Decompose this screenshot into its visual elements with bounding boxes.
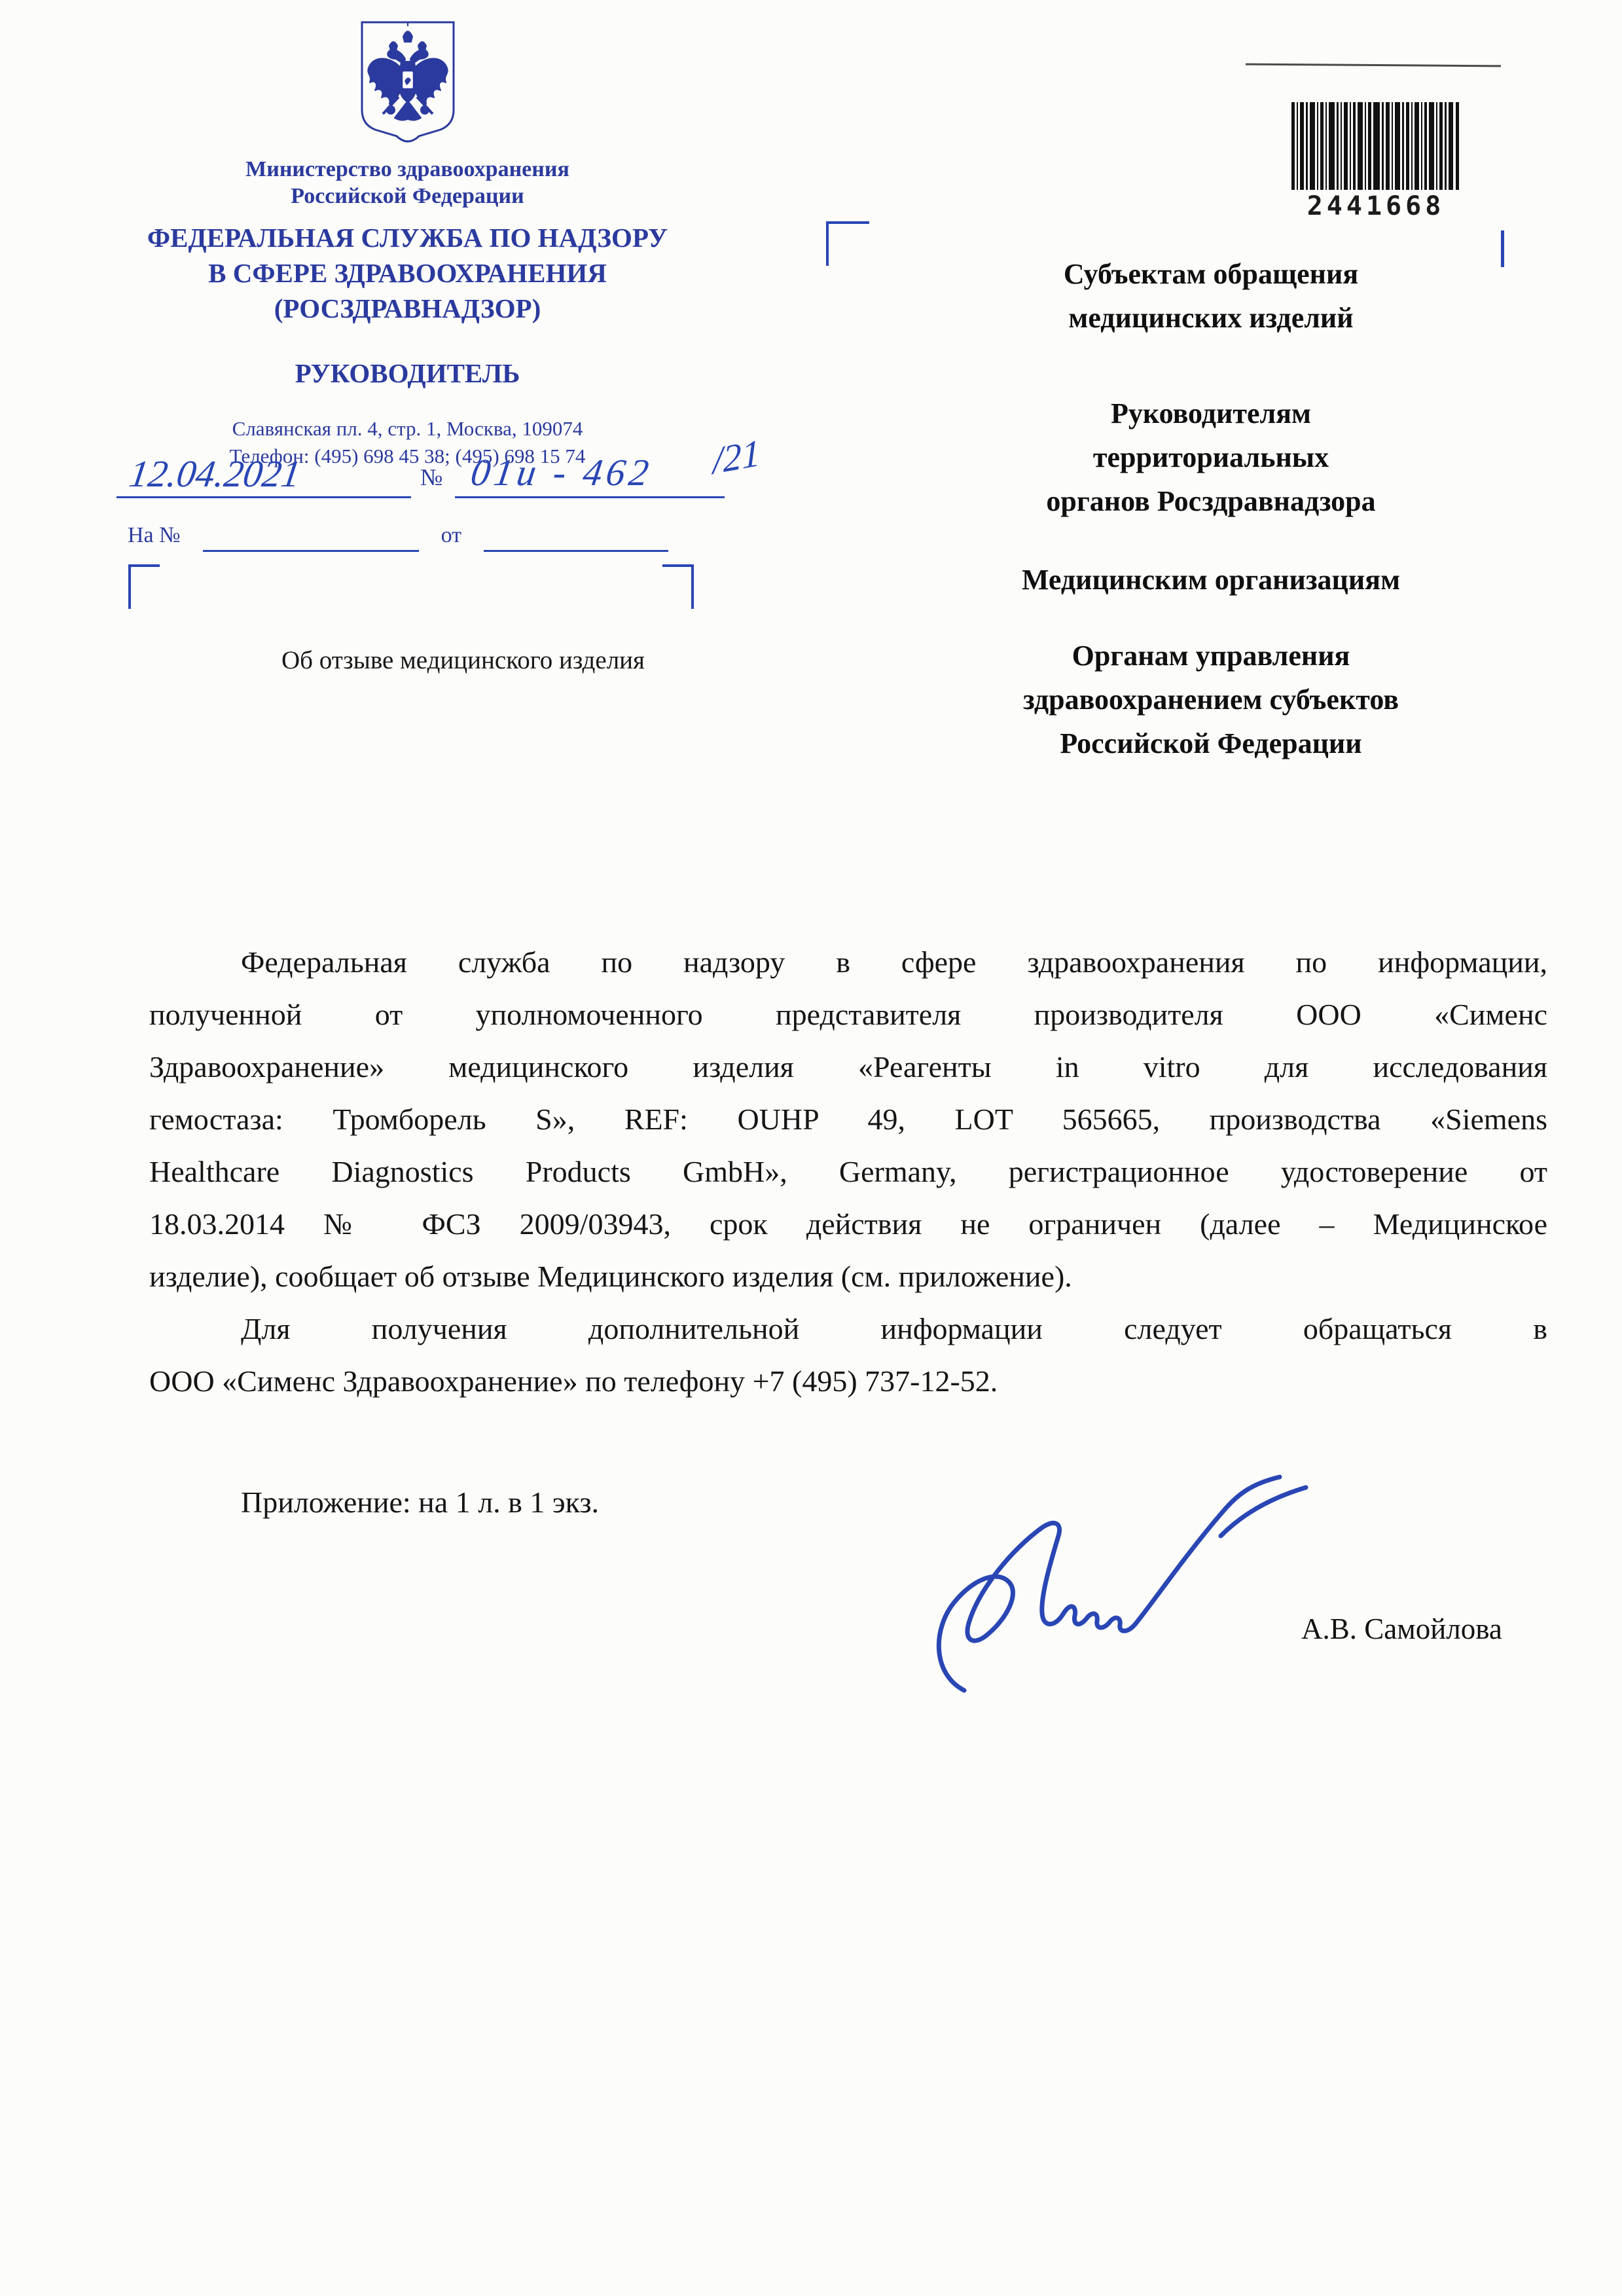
corner-bracket — [128, 564, 160, 609]
recipient-line: Органам управления — [1072, 640, 1350, 672]
service-line3: (РОСЗДРАВНАДЗОР) — [274, 293, 541, 323]
number-sign: № — [420, 464, 443, 490]
corner-bracket — [662, 564, 694, 609]
subject-line: Об отзыве медицинского изделия — [281, 646, 645, 674]
body-line: Федеральная служба по надзору в сфере здравоохранения по информации, — [241, 945, 1547, 979]
coat-of-arms-icon — [355, 18, 461, 148]
recipient-line: Российской Федерации — [1060, 727, 1362, 759]
recipient-4 — [884, 634, 1538, 765]
recipient-3 — [884, 558, 1538, 602]
recipient-1 — [884, 252, 1538, 340]
attachment-note: Приложение: на 1 л. в 1 экз. — [241, 1485, 600, 1519]
service-line1: ФЕДЕРАЛЬНАЯ СЛУЖБА ПО НАДЗОРУ — [147, 223, 668, 253]
body-line: Для получения дополнительной информации следует обращаться в — [241, 1312, 1547, 1345]
handwritten-number-suffix: /21 — [712, 431, 761, 483]
address-line: Славянская пл. 4, стр. 1, Москва, 109074 — [232, 417, 583, 440]
phone-line: Телефон: (495) 698 45 38; (495) 698 15 74 — [229, 445, 586, 467]
position-title: РУКОВОДИТЕЛЬ — [295, 358, 520, 388]
body-line: 18.03.2014 № ФСЗ 2009/03943, срок действия не ограничен (далее – Медицинское — [149, 1207, 1547, 1241]
signature-autograph — [913, 1473, 1332, 1709]
body-line: изделие), сообщает об отзыве Медицинского изделия (см. приложение). — [149, 1260, 1072, 1293]
recipient-line: Субъектам обращения — [1063, 258, 1359, 290]
reply-reference-row — [128, 522, 668, 548]
ministry-line2: Российской Федерации — [291, 184, 524, 208]
blank-line — [484, 526, 668, 552]
reply-label-na: На № — [128, 523, 181, 547]
recipient-line: Руководителям — [1111, 397, 1311, 429]
body-line: Healthcare Diagnostics Products GmbH», Germany, регистрационное удостоверение от — [149, 1155, 1547, 1188]
recipient-line: территориальных — [1092, 441, 1329, 473]
reply-label-ot: от — [441, 523, 462, 547]
body-line: ООО «Сименс Здравоохранение» по телефону +7 (495) 737-12-52. — [149, 1364, 998, 1398]
service-line2: В СФЕРЕ ЗДРАВООХРАНЕНИЯ — [208, 258, 607, 288]
body-line: гемостаза: Тромборель S», REF: OUHP 49, LOT 565665, производства «Siemens — [149, 1102, 1547, 1136]
blank-line — [203, 526, 419, 552]
body-line: полученной от уполномоченного представителя производителя ООО «Сименс — [149, 998, 1547, 1031]
recipient-line: медицинских изделий — [1068, 302, 1354, 334]
recipient-line: органов Росздравнадзора — [1046, 485, 1376, 517]
signer-name: А.В. Самойлова — [1301, 1613, 1502, 1645]
handwritten-number: 01и - 462 — [468, 451, 655, 494]
ministry-line1: Министерство здравоохранения — [245, 157, 569, 181]
reference-row — [98, 431, 792, 570]
barcode — [1291, 102, 1460, 221]
body-text — [149, 936, 1547, 1408]
number-underline — [455, 496, 725, 498]
barcode-number: 2441668 — [1307, 191, 1445, 221]
body-line: Здравоохранение» медицинского изделия «Реагенты in vitro для исследования — [149, 1050, 1547, 1084]
corner-bracket — [826, 221, 869, 266]
scan-line — [1246, 64, 1501, 67]
recipient-line: Медицинским организациям — [1021, 564, 1401, 596]
recipient-2 — [884, 392, 1538, 523]
handwritten-date: 12.04.2021 — [126, 452, 304, 495]
letterhead — [98, 18, 717, 470]
barcode-bars-icon — [1291, 102, 1460, 190]
date-underline — [117, 496, 411, 498]
recipient-line: здравоохранением субъектов — [1022, 683, 1399, 716]
